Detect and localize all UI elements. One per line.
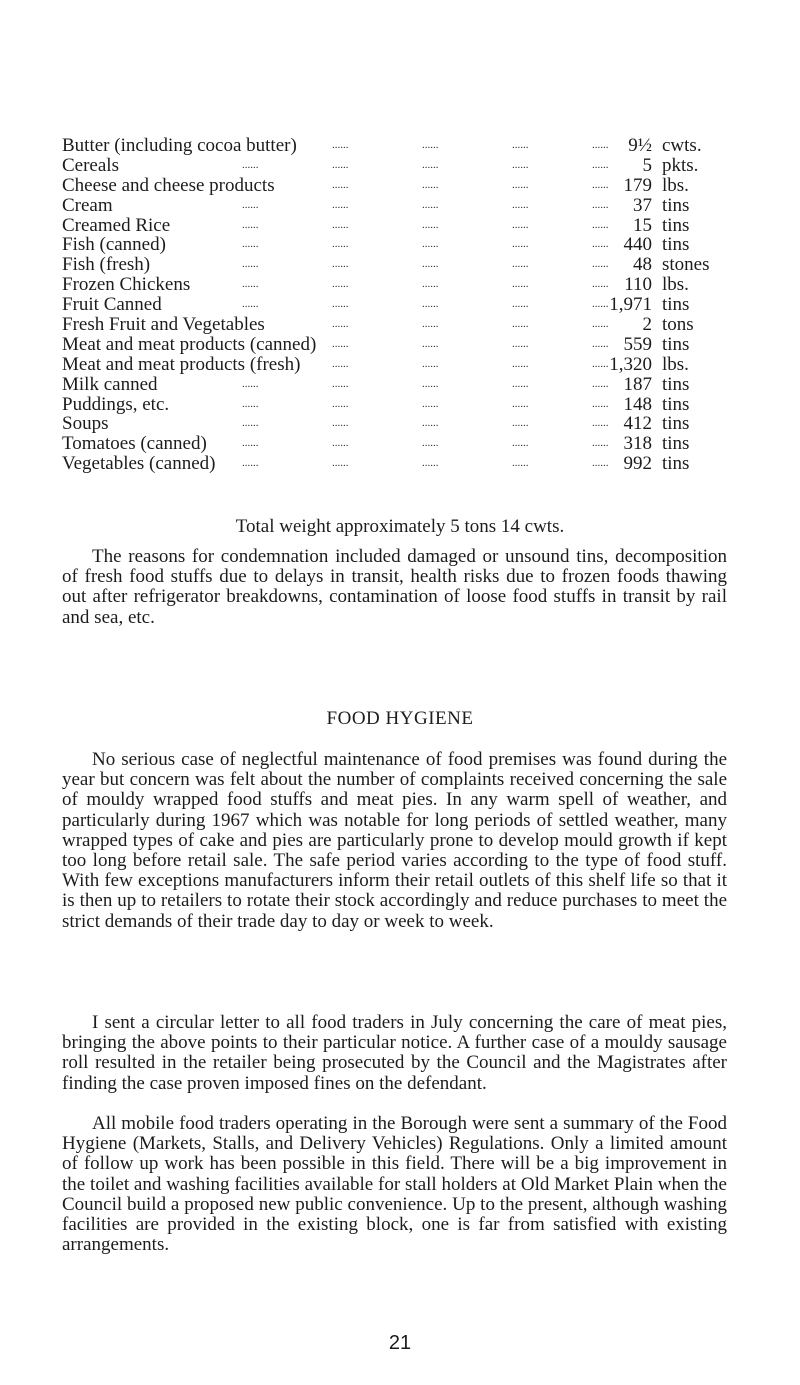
leader-dots: ...... (422, 158, 439, 171)
leader-dots: ...... (592, 357, 609, 370)
leader-dots: ...... (422, 397, 439, 410)
leader-dots: ...... (592, 258, 609, 271)
food-unit: tins (662, 214, 690, 236)
leader-dots: ...... (512, 178, 529, 191)
leader-dots: ...... (592, 318, 609, 331)
leader-dots: ...... (422, 337, 439, 350)
leader-dots: ...... (592, 218, 609, 231)
table-row (62, 136, 722, 156)
food-item-name: Milk canned (62, 373, 158, 395)
leader-dots: ...... (242, 457, 259, 470)
table-row (62, 335, 722, 355)
table-row (62, 355, 722, 375)
food-quantity: 179 (623, 174, 652, 196)
food-unit: tins (662, 453, 690, 475)
leader-dots: ...... (332, 218, 349, 231)
food-item-name: Puddings, etc. (62, 393, 170, 415)
food-item-name: Fish (fresh) (62, 254, 151, 276)
leader-dots: ...... (422, 318, 439, 331)
leader-dots: ...... (592, 397, 609, 410)
food-unit: tons (662, 314, 694, 336)
leader-dots: ...... (332, 457, 349, 470)
food-quantity: 5 (642, 154, 652, 176)
condemned-foods-table (62, 136, 722, 474)
leader-dots: ...... (422, 218, 439, 231)
leader-dots: ...... (422, 178, 439, 191)
food-unit: stones (662, 254, 710, 276)
leader-dots: ...... (422, 258, 439, 271)
leader-dots: ...... (242, 278, 259, 291)
table-row (62, 156, 722, 176)
leader-dots: ...... (512, 318, 529, 331)
leader-dots: ...... (332, 437, 349, 450)
leader-dots: ...... (422, 198, 439, 211)
food-quantity: 15 (633, 214, 652, 236)
leader-dots: ...... (592, 278, 609, 291)
leader-dots: ...... (592, 198, 609, 211)
food-unit: tins (662, 333, 690, 355)
food-unit: lbs. (662, 174, 689, 196)
table-row (62, 454, 722, 474)
food-quantity: 1,971 (609, 294, 652, 316)
reasons-paragraph: The reasons for condemnation included damaged or unsound tins, decomposition of fresh food stuffs due to delays in transit, health risks due to frozen foods thawing out after refrigerator breakdowns, contamination of loose food stuffs in transit by rail and sea, etc. (62, 546, 727, 628)
food-unit: lbs. (662, 353, 689, 375)
food-item-name: Creamed Rice (62, 214, 171, 236)
food-item-name: Tomatoes (canned) (62, 433, 207, 455)
leader-dots: ...... (242, 397, 259, 410)
leader-dots: ...... (512, 198, 529, 211)
leader-dots: ...... (242, 437, 259, 450)
leader-dots: ...... (242, 238, 259, 251)
leader-dots: ...... (512, 278, 529, 291)
leader-dots: ...... (512, 377, 529, 390)
leader-dots: ...... (332, 318, 349, 331)
leader-dots: ...... (592, 457, 609, 470)
food-item-name: Cereals (62, 154, 119, 176)
food-item-name: Cheese and cheese products (62, 174, 275, 196)
leader-dots: ...... (512, 417, 529, 430)
food-quantity: 2 (642, 314, 652, 336)
food-unit: tins (662, 413, 690, 435)
leader-dots: ...... (242, 218, 259, 231)
leader-dots: ...... (242, 417, 259, 430)
table-row (62, 176, 722, 196)
total-weight: Total weight approximately 5 tons 14 cwts. (235, 516, 565, 537)
leader-dots: ...... (332, 298, 349, 311)
leader-dots: ...... (332, 238, 349, 251)
leader-dots: ...... (332, 178, 349, 191)
leader-dots: ...... (242, 377, 259, 390)
leader-dots: ...... (332, 377, 349, 390)
leader-dots: ...... (512, 337, 529, 350)
leader-dots: ...... (422, 457, 439, 470)
table-row (62, 395, 722, 415)
food-item-name: Vegetables (canned) (62, 453, 216, 475)
food-quantity: 318 (623, 433, 652, 455)
leader-dots: ...... (512, 298, 529, 311)
leader-dots: ...... (512, 139, 529, 151)
food-quantity: 559 (623, 333, 652, 355)
leader-dots: ...... (242, 158, 259, 171)
leader-dots: ...... (332, 397, 349, 410)
leader-dots: ...... (332, 337, 349, 350)
food-unit: tins (662, 234, 690, 256)
table-row (62, 275, 722, 295)
table-row (62, 255, 722, 275)
food-item-name: Fish (canned) (62, 234, 166, 256)
food-quantity: 37 (633, 194, 652, 216)
food-quantity: 440 (623, 234, 652, 256)
food-quantity: 148 (623, 393, 652, 415)
body-paragraph-2: I sent a circular letter to all food traders in July concerning the care of meat pies, bringing the above points to their particular notice. A further case of a mouldy sausage roll resulted in the retailer being prosecuted by the Council and the Magistrates after finding the case proven imposed fines on the defendant. (62, 1012, 727, 1094)
leader-dots: ...... (242, 298, 259, 311)
leader-dots: ...... (512, 357, 529, 370)
food-quantity: 110 (624, 274, 652, 296)
table-row (62, 414, 722, 434)
leader-dots: ...... (422, 278, 439, 291)
leader-dots: ...... (592, 337, 609, 350)
table-row (62, 315, 722, 335)
leader-dots: ...... (592, 437, 609, 450)
leader-dots: ...... (332, 198, 349, 211)
leader-dots: ...... (592, 298, 609, 311)
table-row (62, 196, 722, 216)
leader-dots: ...... (512, 397, 529, 410)
table-row (62, 216, 722, 236)
leader-dots: ...... (512, 158, 529, 171)
leader-dots: ...... (592, 158, 609, 171)
leader-dots: ...... (422, 377, 439, 390)
food-unit: tins (662, 433, 690, 455)
food-quantity: 1,320 (609, 353, 652, 375)
food-item-name: Fruit Canned (62, 294, 162, 316)
leader-dots: ...... (422, 298, 439, 311)
food-quantity: 992 (623, 453, 652, 475)
food-item-name: Cream (62, 194, 113, 216)
food-quantity: 187 (623, 373, 652, 395)
leader-dots: ...... (332, 158, 349, 171)
food-item-name: Soups (62, 413, 109, 435)
leader-dots: ...... (512, 258, 529, 271)
food-unit: tins (662, 393, 690, 415)
food-quantity: 48 (633, 254, 652, 276)
food-item-name: Meat and meat products (canned) (62, 333, 317, 355)
leader-dots: ...... (512, 218, 529, 231)
food-unit: pkts. (662, 154, 699, 176)
leader-dots: ...... (422, 437, 439, 450)
food-unit: tins (662, 373, 690, 395)
food-quantity: 9½ (628, 135, 652, 156)
food-unit: tins (662, 194, 690, 216)
leader-dots: ...... (592, 417, 609, 430)
food-item-name: Meat and meat products (fresh) (62, 353, 301, 375)
leader-dots: ...... (332, 278, 349, 291)
table-row (62, 295, 722, 315)
food-item-name: Fresh Fruit and Vegetables (62, 314, 265, 336)
leader-dots: ...... (332, 417, 349, 430)
leader-dots: ...... (332, 258, 349, 271)
leader-dots: ...... (592, 139, 609, 151)
table-row (62, 434, 722, 454)
leader-dots: ...... (592, 178, 609, 191)
page-number: 21 (388, 1332, 412, 1354)
leader-dots: ...... (242, 198, 259, 211)
leader-dots: ...... (242, 258, 259, 271)
leader-dots: ...... (512, 238, 529, 251)
leader-dots: ...... (422, 238, 439, 251)
leader-dots: ...... (422, 139, 439, 151)
leader-dots: ...... (422, 417, 439, 430)
table-row (62, 235, 722, 255)
leader-dots: ...... (512, 457, 529, 470)
food-quantity: 412 (623, 413, 652, 435)
leader-dots: ...... (512, 437, 529, 450)
leader-dots: ...... (422, 357, 439, 370)
section-heading: FOOD HYGIENE (326, 708, 474, 729)
food-unit: tins (662, 294, 690, 316)
food-unit: cwts. (662, 135, 702, 156)
table-row (62, 375, 722, 395)
body-paragraph-1: No serious case of neglectful maintenance of food premises was found during the year but concern was felt about the number of complaints received concerning the sale of mouldy wrapped food stuffs and meat pies. In any warm spell of weather, and particularly during 1967 which was notable for long periods of settled weather, many wrapped types of cake and pies are particularly prone to develop mould growth if kept too long before retail sale. The safe period varies according to the type of food stuff. With few exceptions manufacturers inform their retail outlets of this shelf life so that it is then up to retailers to rotate their stock accordingly and reduce purchases to meet the strict demands of their trade day to day or week to week. (62, 749, 727, 932)
food-item-name: Frozen Chickens (62, 274, 191, 296)
leader-dots: ...... (592, 238, 609, 251)
leader-dots: ...... (592, 377, 609, 390)
leader-dots: ...... (332, 357, 349, 370)
food-item-name: Butter (including cocoa butter) (62, 135, 297, 156)
body-paragraph-3: All mobile food traders operating in the Borough were sent a summary of the Food Hygiene (Markets, Stalls, and Delivery Vehicles) Regulations. Only a limited amount of follow up work has been possible in this field. There will be a big improvement in the toilet and washing facilities available for stall holders at Old Market Plain when the Council build a proposed new public convenience. Up to the present, although washing facilities are provided in the existing block, one is far from satisfied with existing arrangements. (62, 1113, 727, 1256)
leader-dots: ...... (332, 139, 349, 151)
food-unit: lbs. (662, 274, 689, 296)
